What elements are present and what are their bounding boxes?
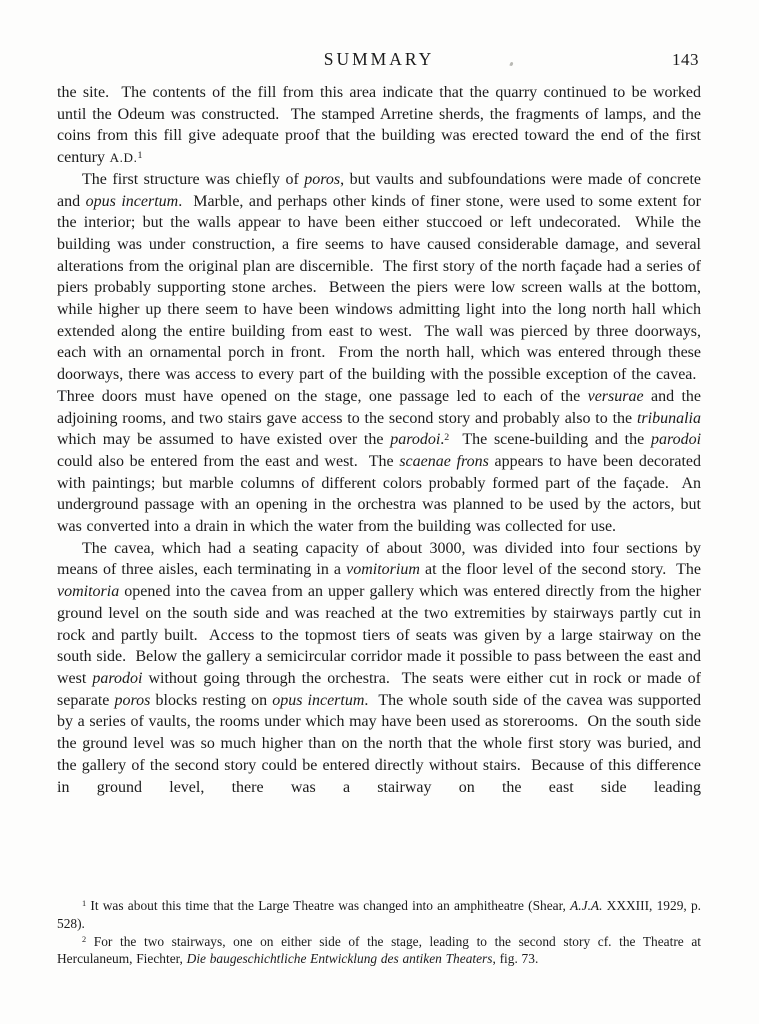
body-paragraphs: [57, 82, 701, 798]
italic-term: poros: [114, 691, 151, 709]
text-run: appears to have been decorated with paintings; but marble columns of different colors probably formed part of the façade. An underground passage with an opening in the orchestra was planned to be used by the actors, but was converted into a drain in which the water from the building was collected for use.: [57, 452, 702, 536]
footnote-reference: 2: [82, 934, 87, 944]
text-run: It was about this time that the Large Theatre was changed into an amphitheatre (Shear,: [86, 898, 571, 913]
text-run: . Marble, and perhaps other kinds of finer stone, were used to some extent for the interior; but the walls appear to have been either stuccoed or left undecorated. While the building was under construction, a fire seems to have caused considerable damage, and several alterations from the original plan are discernible. The first story of the north façade had a series of piers probably supporting stone arches. Between the piers were low screen walls at the bottom, while higher up there seem to have been windows admitting light into the long north hall which extended along the entire building from east to west. The wall was pierced by three doorways, each with an ornamental porch in front. From the north hall, which was entered through these doorways, there was access to every part of the building with the possible exception of the cavea. Three doors must have opened on the stage, one passage led to each of the: [57, 192, 702, 405]
smallcaps-text: A.D.: [109, 150, 138, 166]
text-run: The cavea, which had a seating capacity of about 3000, was divided into four sections by means of three aisles, each terminating in a: [57, 539, 701, 579]
text-run: opened into the cavea from an upper gallery which was entered directly from the higher ground level on the south side and was reached at the two extremities by stairways partly cut in rock and partly built. Access to the topmost tiers of seats was given by a large stairway on the south side. Below the gallery a semicircular corridor made it possible to pass between the east and west: [57, 583, 701, 687]
italic-term: versurae: [587, 387, 644, 405]
paragraph: [57, 82, 701, 169]
text-run: at the floor level of the second story. The: [419, 561, 701, 579]
italic-term: poros: [304, 170, 341, 188]
italic-term: parodoi: [650, 431, 702, 449]
footnote-reference: 1: [137, 149, 143, 161]
italic-term: opus incertum: [85, 192, 179, 210]
page-number: 143: [672, 50, 699, 69]
text-run: could also be entered from the east and west. The: [57, 452, 400, 470]
italic-term: scaenae frons: [399, 452, 489, 470]
text-run: , but vaults and subfoundations were made of concrete and: [57, 170, 701, 210]
text-run: .: [440, 431, 445, 449]
footnote: [57, 933, 701, 969]
text-run: , fig. 73.: [492, 951, 539, 967]
text-run: . The whole south side of the cavea was supported by a series of vaults, the rooms under which may have been used as storerooms. On the south side the ground level was so much higher than on the north that the whole first story was buried, and the gallery of the second story could be entered directly without stairs. Because of this difference in ground level, there was a stairway on the east side leading: [57, 691, 701, 796]
italic-term: tribunalia: [636, 409, 701, 427]
italic-term: parodoi: [390, 431, 441, 449]
text-run: XXXIII, 1929, p. 528).: [57, 898, 702, 931]
text-run: The first structure was chiefly of: [82, 170, 305, 188]
italic-term: parodoi: [92, 669, 143, 687]
text-run: The scene-building and the: [449, 431, 651, 449]
text-run: the site. The contents of the fill from this area indicate that the quarry continued to be worked until the Odeum was constructed. The stamped Arretine sherds, the fragments of lamps, and the coins from this fill give adequate proof that the building was erected toward the end of the first century: [57, 84, 701, 167]
paragraph: [57, 169, 701, 538]
text-run: and the adjoining rooms, and two stairs gave access to the second story and probably also to the: [57, 387, 701, 427]
running-head-title: SUMMARY: [323, 49, 435, 69]
italic-term: vomitorium: [346, 561, 420, 579]
page-header: [57, 49, 701, 71]
footnote-reference: 1: [82, 899, 87, 909]
text-run: without going through the orchestra. The seats were either cut in rock or made of separate: [57, 669, 701, 709]
text-run: For the two stairways, one on either side of the stage, leading to the second story cf. the Theatre at Herculaneum, Fiechter,: [57, 933, 701, 967]
scan-speck: [509, 62, 513, 67]
italic-term: A.J.A.: [570, 898, 603, 913]
text-run: which may be assumed to have existed over the: [57, 431, 391, 449]
italic-term: opus incertum: [272, 691, 365, 709]
footnote-reference: 2: [444, 431, 450, 443]
italic-term: Die baugeschichtliche Entwicklung des antiken Theaters: [186, 951, 493, 967]
text-block: [57, 0, 701, 1024]
italic-term: vomitoria: [57, 583, 120, 601]
text-run: blocks resting on: [150, 691, 273, 709]
footnote: [57, 897, 701, 933]
paragraph: [57, 538, 701, 798]
footnotes: [57, 897, 701, 968]
